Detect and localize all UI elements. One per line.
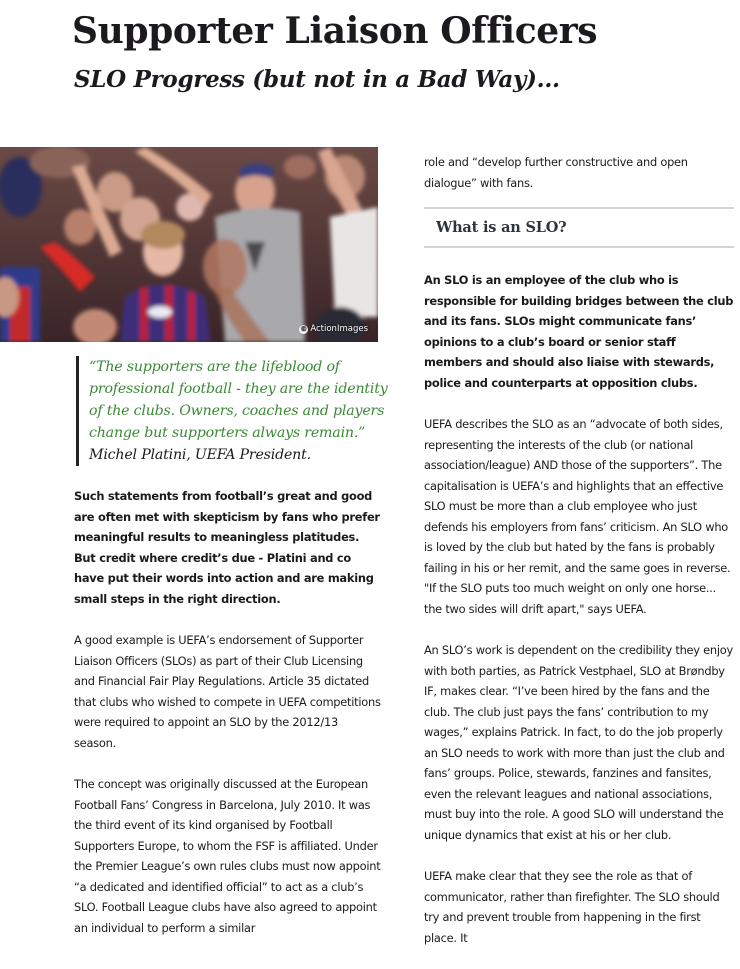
article-subtitle: SLO Progress (but not in a Bad Way)... — [74, 66, 560, 93]
copyright-icon: © — [300, 324, 308, 333]
article-title: Supporter Liaison Officers — [72, 10, 598, 52]
pull-quote-attribution: Michel Platini, UEFA President. — [89, 447, 311, 463]
right-column — [424, 152, 734, 969]
lead-paragraph: Such statements from football’s great and good are often met with skepticism by fans who prefer meaningful results to meaningless platitudes. But credit where credit’s due - Platini and co have put their words into action and are making small steps in the right direction. — [74, 489, 380, 606]
photo-credit — [299, 324, 368, 334]
body-paragraph: An SLO’s work is dependent on the credibility they enjoy with both parties, as Patrick Vestphael, SLO at Brøndby IF, makes clear. “I’ve been hired by the fans and the club. The club just pays the fans’ contribution to my wages,” explains Patrick. In fact, to do the job properly an SLO needs to work with more than just the club and fans’ groups. Police, stewards, fanzines and fansites, even the relevant leagues and national associations, must buy into the role. A good SLO will understand the unique dynamics that exist at his or her club. — [424, 643, 734, 842]
body-paragraph: The concept was originally discussed at the European Football Fans’ Congress in Barcelona, July 2010. It was the third event of its kind organised by Football Supporters Europe, to whom the FSF is affiliated. Under the Premier League’s own rules clubs must now appoint “a dedicated and identified official” to act as a club’s SLO. Football League clubs have also agreed to appoint an individual to perform a similar — [74, 777, 381, 935]
body-paragraph: UEFA make clear that they see the role as that of communicator, rather than firefighter. The SLO should try and prevent trouble from happening in the first place. It — [424, 869, 720, 945]
supporters-photo — [0, 147, 378, 342]
pull-quote-text: “The supporters are the lifeblood of professional football - they are the identity of the clubs. Owners, coaches and players change but supporters always remain.” — [89, 359, 388, 441]
section-heading: What is an SLO? — [424, 207, 734, 248]
photo-credit-text: ActionImages — [310, 324, 368, 334]
crowd-illustration — [0, 147, 378, 342]
pull-quote — [76, 356, 399, 466]
body-paragraph: UEFA describes the SLO as an “advocate of both sides, representing the interests of the club (or national association/league) AND those of the supporters”. The capitalisation is UEFA’s and highlights that an effective SLO must be more than a club employee who just defends his employers from fans’ criticism. An SLO who is loved by the club but hated by the fans is probably failing in his or her remit, and the same goes in reverse. "If the SLO puts too much weight on only one horse... the two sides will drift apart," says UEFA. — [424, 417, 731, 616]
continuation-paragraph: role and “develop further constructive and open dialogue” with fans. — [424, 155, 688, 190]
body-paragraph: A good example is UEFA’s endorsement of Supporter Liaison Officers (SLOs) as part of their Club Licensing and Financial Fair Play Regulations. Article 35 dictated that clubs who wished to compete in UEFA competitions were required to appoint an SLO by the 2012/13 season. — [74, 633, 381, 750]
lead-paragraph: An SLO is an employee of the club who is responsible for building bridges between the club and its fans. SLOs might communicate fans’ opinions to a club’s board or senior staff members and should also liaise with stewards, police and counterparts at opposition clubs. — [424, 273, 734, 390]
left-column — [74, 486, 382, 959]
